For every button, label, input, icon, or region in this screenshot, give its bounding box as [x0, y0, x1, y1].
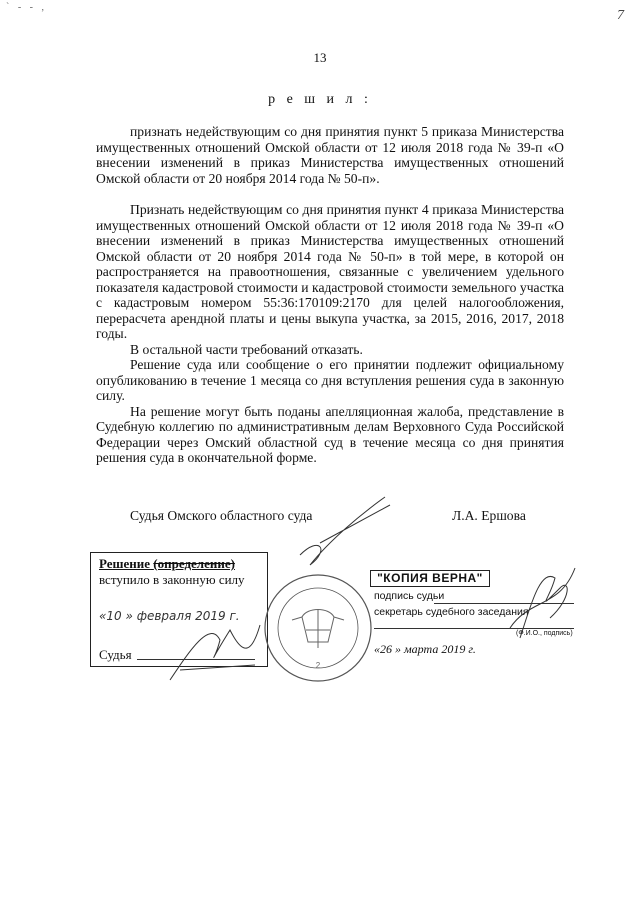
seal-number: 2	[315, 661, 321, 670]
paragraph-3: В остальной части требований отказать.	[130, 341, 363, 357]
stamp-title-main: Решение	[99, 556, 151, 571]
resolved-heading: р е ш и л :	[268, 92, 372, 107]
copy-correct-box: "КОПИЯ ВЕРНА"	[370, 570, 490, 587]
paragraph-5: На решение могут быть поданы апелляционная жалоба, представление в Судебную коллегию по административным делам Верховного Суда Российской Федерации через Омский областной суд в течение месяца со дня принятия решения суда в окончательной форме.	[96, 403, 564, 465]
paragraph-4: Решение суда или сообщение о его принятии подлежит официальному опубликованию в течение 1 месяца со дня вступления решения суда в законную силу.	[96, 357, 564, 403]
stamp-effect-date: «10 » февраля 2019 г.	[99, 609, 240, 623]
stamp-signature	[160, 610, 270, 690]
judge-signature	[290, 495, 410, 575]
judge-signature-label: подпись судьи	[374, 590, 445, 602]
stamp-title	[99, 556, 235, 572]
corner-scribble-top-left: ` - - ,	[6, 2, 47, 13]
paragraph-2: Признать недействующим со дня принятия пункт 4 приказа Министерства имущественных отношений Омской области от 12 июля 2018 года № 39-п «О внесении изменений в приказ Министерства имущественных отношений Омской области от 20 ноября 2014 года № 50-п» в той мере, в которой он распространяется на правоотношения, связанные с увеличением удельного показателя кадастровой стоимости и кадастровой стоимости земельного участка с кадастровым номером 55:36:170109:2170 для целей налогообложения, перерасчета арендной платы и цены выкупа участка, за 2015, 2016, 2017, 2018 годы.	[96, 202, 564, 341]
stamp-effect-line: вступило в законную силу	[99, 572, 245, 587]
copy-signature	[500, 558, 580, 648]
judge-position: Судья Омского областного суда	[130, 508, 313, 523]
fio-label: (Ф.И.О., подпись)	[516, 630, 573, 637]
secretary-label: секретарь судебного заседания	[374, 606, 529, 618]
stamp-judge-label: Судья	[99, 647, 132, 662]
stamp-title-struck: (определение)	[153, 556, 235, 571]
judge-name: Л.А. Ершова	[452, 508, 526, 523]
page-number: 13	[313, 50, 327, 65]
paragraph-1: признать недействующим со дня принятия пункт 5 приказа Министерства имущественных отношений Омской области от 12 июля 2018 года № 39-п «О внесении изменений в приказ Министерства имущественных отношений Омской области от 20 ноября 2014 года № 50-п».	[96, 124, 564, 186]
court-seal	[262, 572, 374, 684]
copy-date: «26 » марта 2019 г.	[374, 642, 476, 656]
decision-body	[96, 124, 564, 466]
corner-page-mark: 7	[617, 8, 624, 23]
